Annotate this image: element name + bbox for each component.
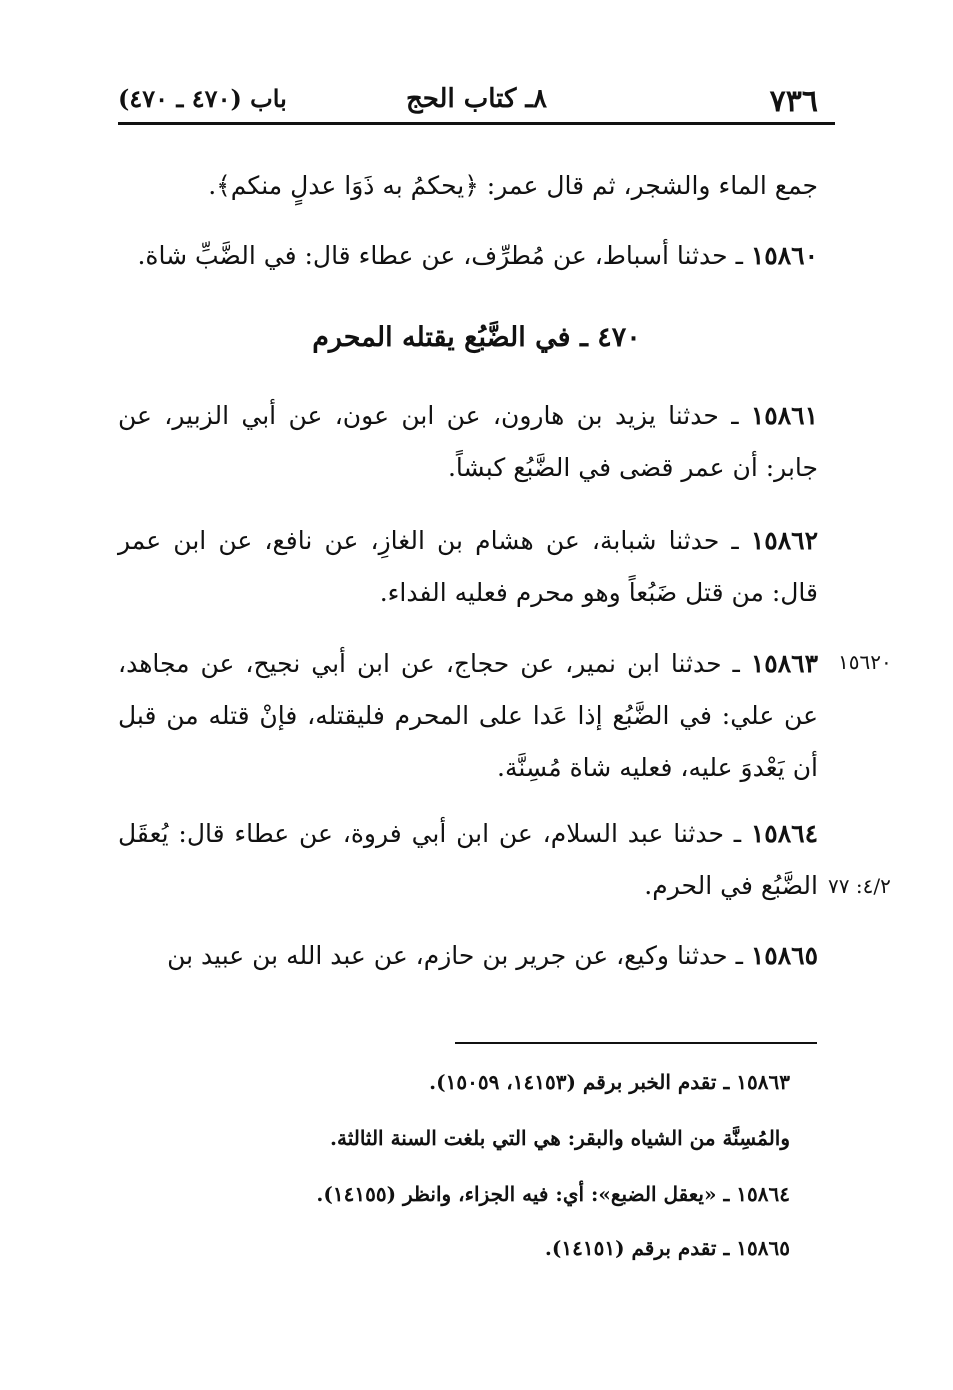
- footnote: ١٥٨٦٥ ـ تقدم برقم (١٤١٥١).: [544, 1236, 790, 1260]
- intro-paragraph: [118, 160, 818, 212]
- margin-note: ١٥٦٢٠: [838, 650, 892, 674]
- footnote: ١٥٨٦٤ ـ «يعقل الضبع»: أي: فيه الجزاء، وانظر (١٤١٥٥).: [316, 1182, 790, 1206]
- hadith-15864: [118, 808, 818, 912]
- hadith-text: ـ حدثنا وكيع، عن جرير بن حازم، عن عبد الله بن عبيد بن: [167, 941, 751, 970]
- footnote: ١٥٨٦٣ ـ تقدم الخبر برقم (١٤١٥٣، ١٥٠٥٩).: [429, 1070, 790, 1094]
- header-divider: [118, 122, 835, 125]
- margin-note: ٤/٢: ٧٧: [828, 874, 891, 898]
- hadith-15865: [118, 930, 818, 982]
- page-number: ٧٣٦: [769, 84, 818, 119]
- section-heading: ٤٧٠ ـ في الضَّبُع يقتله المحرم: [312, 322, 641, 353]
- hadith-number: ١٥٨٦٣: [750, 649, 818, 678]
- chapter-range: باب (٤٧٠ ـ ٤٧٠): [118, 84, 287, 113]
- hadith-15861: [118, 390, 818, 494]
- hadith-number: ١٥٨٦٥: [750, 941, 818, 970]
- intro-text: جمع الماء والشجر، ثم قال عمر: ﴿يحكمُ به ذَوَا عدلٍ منكم﴾.: [208, 171, 818, 200]
- hadith-number: ١٥٨٦١: [750, 401, 818, 430]
- hadith-number: ١٥٨٦٢: [750, 526, 818, 555]
- footnote-divider: [455, 1042, 817, 1044]
- hadith-number: ١٥٨٦٠: [750, 241, 818, 270]
- hadith-text: ـ حدثنا عبد السلام، عن ابن أبي فروة، عن عطاء قال: يُعقَل الضَّبُع في الحرم.: [118, 819, 818, 900]
- hadith-text: ـ حدثنا يزيد بن هارون، عن ابن عون، عن أبي الزبير، عن جابر: أن عمر قضى في الضَّبُع كبشاً.: [118, 401, 818, 482]
- hadith-text: ـ حدثنا أسباط، عن مُطرِّف، عن عطاء قال: في الضَّبِّ شاة.: [137, 241, 751, 270]
- hadith-text: ـ حدثنا شبابة، عن هشام بن الغازِ، عن نافع، عن ابن عمر قال: من قتل ضَبُعاً وهو محرم فعليه الفداء.: [118, 526, 818, 607]
- hadith-15863: [118, 638, 818, 794]
- book-title: ٨ـ كتاب الحج: [405, 84, 548, 114]
- hadith-15862: [118, 515, 818, 619]
- hadith-text: ـ حدثنا ابن نمير، عن حجاج، عن ابن أبي نجيح، عن مجاهد، عن علي: في الضَّبُع إذا عَدا على المحرم فليقتله، فإنْ قتله من قبل أن يَعْدوَ عليه، فعليه شاة مُسِنَّة.: [118, 649, 818, 782]
- footnote: والمُسِنَّة من الشياه والبقر: هي التي بلغت السنة الثالثة.: [330, 1126, 790, 1150]
- hadith-number: ١٥٨٦٤: [750, 819, 818, 848]
- hadith-15860: [118, 230, 818, 282]
